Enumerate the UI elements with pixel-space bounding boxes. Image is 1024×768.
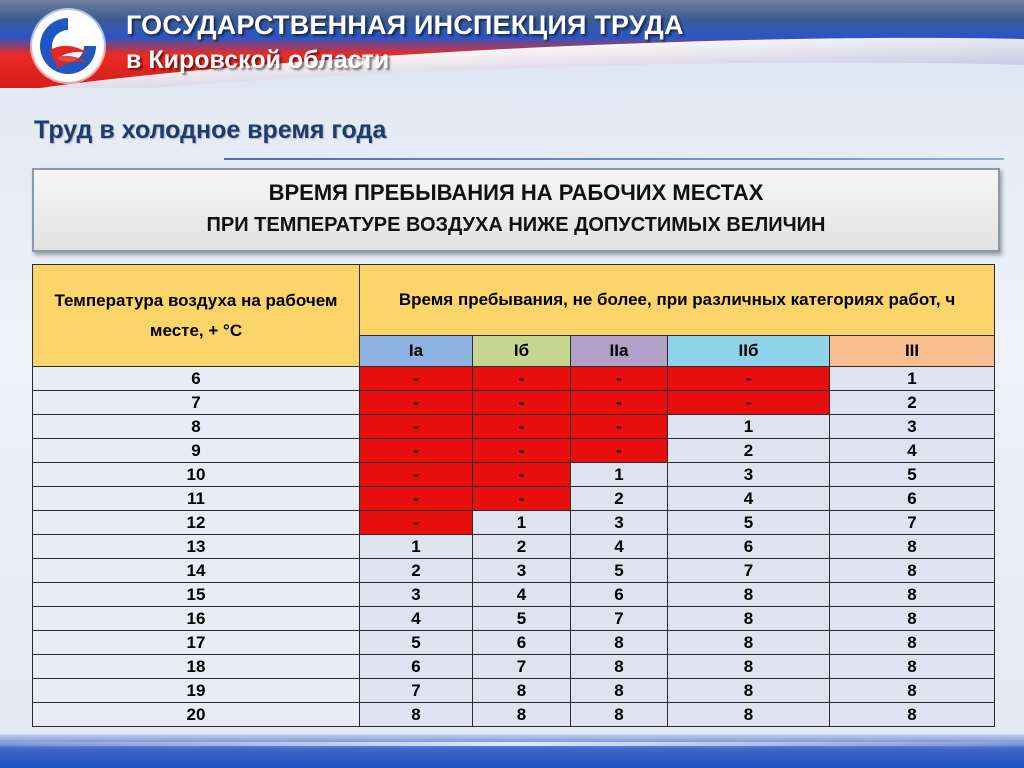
time-cell: 4 (830, 439, 995, 463)
time-cell: 8 (668, 703, 830, 727)
time-cell: 5 (668, 511, 830, 535)
time-cell: 1 (360, 535, 473, 559)
temperature-cell: 15 (33, 583, 360, 607)
time-cell: 6 (668, 535, 830, 559)
time-cell: - (571, 391, 668, 415)
time-cell: 8 (571, 655, 668, 679)
table-row (33, 463, 995, 487)
temperature-cell: 16 (33, 607, 360, 631)
time-cell: 8 (830, 559, 995, 583)
time-cell: - (571, 367, 668, 391)
table-row (33, 511, 995, 535)
time-cell: - (360, 487, 473, 511)
table-row (33, 439, 995, 463)
time-cell: 2 (571, 487, 668, 511)
time-cell: 7 (571, 607, 668, 631)
footer-stripe (0, 742, 1024, 746)
time-cell: 4 (668, 487, 830, 511)
table-row (33, 583, 995, 607)
time-cell: 7 (830, 511, 995, 535)
temperature-cell: 13 (33, 535, 360, 559)
category-header-4: III (830, 336, 995, 367)
org-region: в Кировской области (126, 46, 390, 74)
category-header-0: Iа (360, 336, 473, 367)
time-cell: 8 (668, 607, 830, 631)
table-row (33, 391, 995, 415)
temperature-cell: 12 (33, 511, 360, 535)
exposure-time-table (32, 264, 995, 727)
table-row (33, 487, 995, 511)
time-cell: 1 (473, 511, 571, 535)
time-cell: 8 (668, 583, 830, 607)
temperature-cell: 11 (33, 487, 360, 511)
time-cell: 7 (668, 559, 830, 583)
time-cell: 8 (668, 655, 830, 679)
time-cell: 5 (360, 631, 473, 655)
time-cell: - (360, 367, 473, 391)
time-cell: 1 (668, 415, 830, 439)
temperature-cell: 10 (33, 463, 360, 487)
time-cell: - (360, 391, 473, 415)
time-cell: 2 (360, 559, 473, 583)
title-divider (224, 158, 1004, 160)
time-cell: 8 (360, 703, 473, 727)
heading-line-1: ВРЕМЯ ПРЕБЫВАНИЯ НА РАБОЧИХ МЕСТАХ (268, 180, 764, 205)
time-cell: 8 (668, 679, 830, 703)
time-cell: 8 (571, 679, 668, 703)
time-cell: 8 (830, 535, 995, 559)
time-cell: - (360, 439, 473, 463)
time-cell: 3 (473, 559, 571, 583)
time-cell: 8 (830, 583, 995, 607)
time-cell: 5 (473, 607, 571, 631)
time-cell: 2 (830, 391, 995, 415)
time-cell: 3 (360, 583, 473, 607)
table-row (33, 703, 995, 727)
page-title: Труд в холодное время года (34, 116, 387, 144)
time-cell: 8 (473, 679, 571, 703)
category-header-3: IIб (668, 336, 830, 367)
time-cell: 7 (360, 679, 473, 703)
time-cell: - (571, 439, 668, 463)
temperature-cell: 17 (33, 631, 360, 655)
temperature-cell: 7 (33, 391, 360, 415)
table-row (33, 655, 995, 679)
time-cell: 8 (830, 631, 995, 655)
temperature-cell: 6 (33, 367, 360, 391)
time-cell: 8 (830, 655, 995, 679)
time-cell: 4 (571, 535, 668, 559)
time-cell: - (571, 415, 668, 439)
time-columns-header: Время пребывания, не более, при различных категориях работ, ч (360, 265, 995, 336)
inspection-logo-icon (32, 10, 104, 82)
time-cell: - (473, 463, 571, 487)
table-body (33, 367, 995, 727)
category-header-2: IIа (571, 336, 668, 367)
temperature-column-header: Температура воздуха на рабочем месте, + °С (33, 265, 360, 367)
time-cell: 8 (473, 703, 571, 727)
time-cell: - (668, 367, 830, 391)
time-cell: 1 (571, 463, 668, 487)
time-cell: 1 (830, 367, 995, 391)
time-cell: - (360, 415, 473, 439)
time-cell: 5 (830, 463, 995, 487)
time-cell: 8 (571, 631, 668, 655)
table-row (33, 607, 995, 631)
time-cell: 8 (830, 607, 995, 631)
time-cell: - (473, 439, 571, 463)
time-cell: 3 (830, 415, 995, 439)
time-cell: 5 (571, 559, 668, 583)
time-cell: - (668, 391, 830, 415)
time-cell: 8 (668, 631, 830, 655)
time-cell: 6 (473, 631, 571, 655)
temperature-cell: 9 (33, 439, 360, 463)
table-row (33, 679, 995, 703)
time-cell: - (360, 511, 473, 535)
footer-band (0, 734, 1024, 768)
table-row (33, 631, 995, 655)
time-cell: 6 (360, 655, 473, 679)
time-cell: 4 (360, 607, 473, 631)
time-cell: 8 (830, 679, 995, 703)
temperature-cell: 18 (33, 655, 360, 679)
time-cell: 4 (473, 583, 571, 607)
time-cell: - (360, 463, 473, 487)
table-row (33, 559, 995, 583)
table-row (33, 535, 995, 559)
temperature-cell: 19 (33, 679, 360, 703)
time-cell: - (473, 415, 571, 439)
time-cell: 7 (473, 655, 571, 679)
time-cell: 6 (830, 487, 995, 511)
table-row (33, 415, 995, 439)
time-cell: 8 (830, 703, 995, 727)
org-name: ГОСУДАРСТВЕННАЯ ИНСПЕКЦИЯ ТРУДА (126, 10, 684, 40)
category-header-1: Iб (473, 336, 571, 367)
header-banner (0, 0, 1024, 88)
temperature-cell: 14 (33, 559, 360, 583)
table-heading (32, 168, 1000, 252)
time-cell: - (473, 391, 571, 415)
time-cell: 2 (668, 439, 830, 463)
time-cell: 8 (571, 703, 668, 727)
temperature-cell: 8 (33, 415, 360, 439)
temperature-cell: 20 (33, 703, 360, 727)
time-cell: 3 (668, 463, 830, 487)
time-cell: 6 (571, 583, 668, 607)
heading-line-2: ПРИ ТЕМПЕРАТУРЕ ВОЗДУХА НИЖЕ ДОПУСТИМЫХ ВЕЛИЧИН (206, 214, 826, 236)
time-cell: - (473, 487, 571, 511)
time-cell: 2 (473, 535, 571, 559)
time-cell: - (473, 367, 571, 391)
table-row (33, 367, 995, 391)
time-cell: 3 (571, 511, 668, 535)
